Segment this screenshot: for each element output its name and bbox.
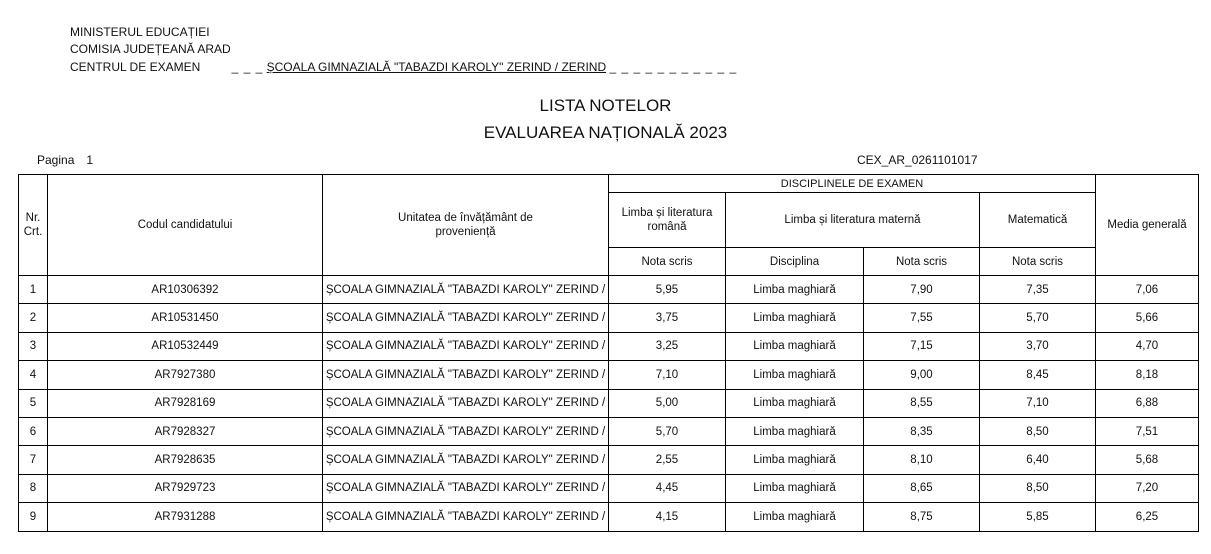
- col-candidate-header: Codul candidatului: [48, 175, 323, 276]
- row-number: 1: [19, 276, 48, 304]
- col-school-header: Unitatea de învățământ de proveniență: [323, 175, 609, 276]
- romanian-grade: 3,75: [609, 304, 726, 332]
- row-number: 2: [19, 304, 48, 332]
- candidate-code: AR7928169: [48, 389, 323, 417]
- school-name: ȘCOALA GIMNAZIALĂ "TABAZDI KAROLY" ZERIND /: [323, 304, 609, 332]
- romanian-grade: 4,45: [609, 474, 726, 502]
- row-number: 4: [19, 361, 48, 389]
- col-math-header: Matematică: [980, 193, 1096, 248]
- average-grade: 8,18: [1096, 361, 1199, 389]
- romanian-grade: 7,10: [609, 361, 726, 389]
- school-name: ȘCOALA GIMNAZIALĂ "TABAZDI KAROLY" ZERIND /: [323, 389, 609, 417]
- col-average-header: Media generală: [1096, 175, 1199, 276]
- col-mother-written-header: Nota scris: [864, 248, 980, 276]
- table-row: [19, 474, 1199, 502]
- mother-tongue-grade: 8,35: [864, 417, 980, 445]
- school-name: ȘCOALA GIMNAZIALĂ "TABAZDI KAROLY" ZERIND /: [323, 503, 609, 531]
- discipline-name: Limba maghiară: [726, 474, 864, 502]
- romanian-grade: 4,15: [609, 503, 726, 531]
- table-row: [19, 361, 1199, 389]
- col-nr-header: Nr. Crt.: [19, 175, 48, 276]
- average-grade: 7,51: [1096, 417, 1199, 445]
- math-grade: 5,70: [980, 304, 1096, 332]
- col-mother-tongue-header: Limba și literatura maternă: [726, 193, 980, 248]
- romanian-grade: 2,55: [609, 446, 726, 474]
- grades-table: [18, 174, 1199, 532]
- exam-center-dashes-left: _ _ _: [231, 60, 264, 74]
- row-number: 5: [19, 389, 48, 417]
- mother-tongue-grade: 7,55: [864, 304, 980, 332]
- discipline-name: Limba maghiară: [726, 503, 864, 531]
- table-row: [19, 304, 1199, 332]
- math-grade: 7,35: [980, 276, 1096, 304]
- exam-center-name: ȘCOALA GIMNAZIALĂ "TABAZDI KAROLY" ZERIND / ZERIND: [266, 60, 607, 74]
- col-romanian-written-header: Nota scris: [609, 248, 726, 276]
- mother-tongue-grade: 8,75: [864, 503, 980, 531]
- page-indicator: [37, 153, 93, 167]
- average-grade: 5,66: [1096, 304, 1199, 332]
- row-number: 6: [19, 417, 48, 445]
- school-name: ȘCOALA GIMNAZIALĂ "TABAZDI KAROLY" ZERIND /: [323, 276, 609, 304]
- discipline-name: Limba maghiară: [726, 276, 864, 304]
- average-grade: 6,88: [1096, 389, 1199, 417]
- school-name: ȘCOALA GIMNAZIALĂ "TABAZDI KAROLY" ZERIND /: [323, 474, 609, 502]
- discipline-name: Limba maghiară: [726, 332, 864, 360]
- average-grade: 7,20: [1096, 474, 1199, 502]
- average-grade: 5,68: [1096, 446, 1199, 474]
- romanian-grade: 5,00: [609, 389, 726, 417]
- candidate-code: AR7927380: [48, 361, 323, 389]
- discipline-name: Limba maghiară: [726, 361, 864, 389]
- school-name: ȘCOALA GIMNAZIALĂ "TABAZDI KAROLY" ZERIND /: [323, 332, 609, 360]
- mother-tongue-grade: 8,55: [864, 389, 980, 417]
- table-row: [19, 446, 1199, 474]
- candidate-code: AR10532449: [48, 332, 323, 360]
- math-grade: 5,85: [980, 503, 1096, 531]
- math-grade: 3,70: [980, 332, 1096, 360]
- discipline-name: Limba maghiară: [726, 446, 864, 474]
- candidate-code: AR7928327: [48, 417, 323, 445]
- col-math-written-header: Nota scris: [980, 248, 1096, 276]
- romanian-grade: 5,95: [609, 276, 726, 304]
- romanian-grade: 5,70: [609, 417, 726, 445]
- table-row: [19, 276, 1199, 304]
- document-title: LISTA NOTELOR: [539, 96, 672, 115]
- average-grade: 7,06: [1096, 276, 1199, 304]
- col-discipline-header: Disciplina: [726, 248, 864, 276]
- col-disciplines-header: DISCIPLINELE DE EXAMEN: [609, 175, 1096, 193]
- candidate-code: AR10531450: [48, 304, 323, 332]
- candidate-code: AR7928635: [48, 446, 323, 474]
- exam-center-label: CENTRUL DE EXAMEN: [70, 60, 201, 74]
- row-number: 7: [19, 446, 48, 474]
- row-number: 8: [19, 474, 48, 502]
- candidate-code: AR10306392: [48, 276, 323, 304]
- candidate-code: AR7929723: [48, 474, 323, 502]
- ministry-name: MINISTERUL EDUCAȚIEI: [70, 25, 210, 39]
- math-grade: 8,45: [980, 361, 1096, 389]
- table-row: [19, 417, 1199, 445]
- exam-center-line: [70, 59, 737, 76]
- average-grade: 6,25: [1096, 503, 1199, 531]
- mother-tongue-grade: 7,90: [864, 276, 980, 304]
- mother-tongue-grade: 7,15: [864, 332, 980, 360]
- candidate-code: AR7931288: [48, 503, 323, 531]
- commission-name: COMISIA JUDEȚEANĂ ARAD: [70, 42, 231, 56]
- mother-tongue-grade: 8,65: [864, 474, 980, 502]
- mother-tongue-grade: 9,00: [864, 361, 980, 389]
- math-grade: 8,50: [980, 474, 1096, 502]
- math-grade: 6,40: [980, 446, 1096, 474]
- math-grade: 7,10: [980, 389, 1096, 417]
- discipline-name: Limba maghiară: [726, 389, 864, 417]
- table-row: [19, 503, 1199, 531]
- math-grade: 8,50: [980, 417, 1096, 445]
- col-romanian-header: Limba și literatura română: [609, 193, 726, 248]
- school-name: ȘCOALA GIMNAZIALĂ "TABAZDI KAROLY" ZERIND /: [323, 361, 609, 389]
- document-subtitle: EVALUAREA NAȚIONALĂ 2023: [483, 123, 728, 142]
- romanian-grade: 3,25: [609, 332, 726, 360]
- row-number: 9: [19, 503, 48, 531]
- discipline-name: Limba maghiară: [726, 304, 864, 332]
- page-label: Pagina: [37, 153, 75, 167]
- school-name: ȘCOALA GIMNAZIALĂ "TABAZDI KAROLY" ZERIND /: [323, 417, 609, 445]
- row-number: 3: [19, 332, 48, 360]
- exam-center-dashes-right: _ _ _ _ _ _ _ _ _ _ _: [609, 60, 738, 74]
- document-code: CEX_AR_0261101017: [857, 153, 978, 167]
- average-grade: 4,70: [1096, 332, 1199, 360]
- table-row: [19, 389, 1199, 417]
- page-number: 1: [86, 153, 94, 167]
- school-name: ȘCOALA GIMNAZIALĂ "TABAZDI KAROLY" ZERIND /: [323, 446, 609, 474]
- table-row: [19, 332, 1199, 360]
- mother-tongue-grade: 8,10: [864, 446, 980, 474]
- discipline-name: Limba maghiară: [726, 417, 864, 445]
